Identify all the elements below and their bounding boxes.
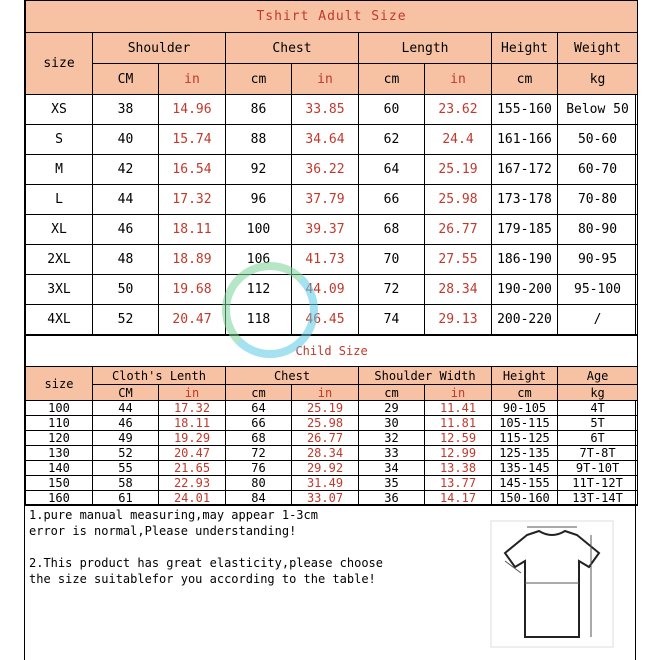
table-cell: 60-70 [558,155,638,185]
table-cell: 66 [226,416,292,431]
unit-header: CM [93,64,159,95]
table-cell: 44.09 [292,275,359,305]
table-cell: 34 [359,461,425,476]
column-header: Chest [226,367,359,385]
table-cell: 112 [226,275,292,305]
unit-header: CM [93,385,159,401]
table-cell: Below 50 [558,95,638,125]
table-cell: 61 [93,491,159,506]
note-2-line-2: the size suitablefor you according to the table! [29,572,376,586]
table-cell: 58 [93,476,159,491]
table-cell: 161-166 [492,125,558,155]
table-cell: 135-145 [492,461,558,476]
table-cell: 15.74 [159,125,226,155]
table-cell: 72 [359,275,425,305]
table-cell: 190-200 [492,275,558,305]
table-cell: 70 [359,245,425,275]
table-cell: / [558,305,638,335]
table-cell: 160 [26,491,93,506]
table-cell: 17.32 [159,401,226,416]
table-cell: 37.79 [292,185,359,215]
unit-header: in [425,385,492,401]
table-cell: 27.55 [425,245,492,275]
table-cell: 60 [359,95,425,125]
table-cell: 33 [359,446,425,461]
table-cell: 5T [558,416,638,431]
table-cell: 68 [226,431,292,446]
table-cell: 100 [226,215,292,245]
table-cell: 96 [226,185,292,215]
table-row [26,446,638,461]
column-header: Length [359,33,492,64]
table-row [26,215,638,245]
table-cell: 179-185 [492,215,558,245]
table-cell: 9T-10T [558,461,638,476]
table-cell: 19.68 [159,275,226,305]
table-cell: 31.49 [292,476,359,491]
table-cell: 25.98 [292,416,359,431]
table-cell: 167-172 [492,155,558,185]
table-cell: 11T-12T [558,476,638,491]
table-cell: 150 [26,476,93,491]
column-header: Height [492,33,558,64]
unit-header: cm [492,64,558,95]
table-cell: 6T [558,431,638,446]
table-cell: 145-155 [492,476,558,491]
column-header: Weight [558,33,638,64]
table-cell: 29 [359,401,425,416]
unit-header: cm [226,64,292,95]
table-cell: 68 [359,215,425,245]
table-cell: 95-100 [558,275,638,305]
table-cell: 17.32 [159,185,226,215]
table-cell: 19.29 [159,431,226,446]
table-cell: 40 [93,125,159,155]
table-cell: 125-135 [492,446,558,461]
table-cell: 23.62 [425,95,492,125]
table-cell: 32 [359,431,425,446]
table-cell: 26.77 [292,431,359,446]
table-cell: 55 [93,461,159,476]
table-cell: 100 [26,401,93,416]
tshirt-measure-icon [487,517,617,651]
table-cell: 44 [93,185,159,215]
unit-header: in [425,64,492,95]
table-row [26,155,638,185]
table-row [26,401,638,416]
table-cell: L [26,185,93,215]
table-cell: 24.01 [159,491,226,506]
unit-header: cm [359,64,425,95]
table-cell: 70-80 [558,185,638,215]
table-cell: 21.65 [159,461,226,476]
table-cell: 11.41 [425,401,492,416]
table-cell: 173-178 [492,185,558,215]
column-header: Shoulder [93,33,226,64]
table-cell: 110 [26,416,93,431]
table-cell: 4T [558,401,638,416]
unit-header: in [292,64,359,95]
table-cell: 64 [226,401,292,416]
table-cell: 28.34 [425,275,492,305]
table-cell: 46 [93,416,159,431]
table-cell: 18.89 [159,245,226,275]
table-cell: 155-160 [492,95,558,125]
table-cell: 13.77 [425,476,492,491]
unit-header: in [292,385,359,401]
table-cell: 13.38 [425,461,492,476]
column-header: Chest [226,33,359,64]
table-cell: 28.34 [292,446,359,461]
table-cell: 48 [93,245,159,275]
table-cell: 50 [93,275,159,305]
unit-header: cm [492,385,558,401]
table-cell: 7T-8T [558,446,638,461]
unit-header: in [159,385,226,401]
table-cell: 35 [359,476,425,491]
table-cell: 52 [93,446,159,461]
table-row [26,305,638,335]
table-cell: 120 [26,431,93,446]
size-column-header: size [26,33,93,95]
unit-header: in [159,64,226,95]
table-cell: 64 [359,155,425,185]
size-chart [24,0,636,660]
table-cell: 76 [226,461,292,476]
note-1-line-1: 1.pure manual measuring,may appear 1-3cm [29,508,318,522]
note-1-line-2: error is normal,Please understanding! [29,524,297,538]
table-cell: 80-90 [558,215,638,245]
table-cell: 115-125 [492,431,558,446]
table-cell: 44 [93,401,159,416]
table-row [26,275,638,305]
table-cell: 34.64 [292,125,359,155]
table-cell: 62 [359,125,425,155]
table-cell: XL [26,215,93,245]
table-cell: 42 [93,155,159,185]
table-cell: 30 [359,416,425,431]
column-header: Cloth's Lenth [93,367,226,385]
table-cell: 16.54 [159,155,226,185]
table-cell: 105-115 [492,416,558,431]
table-cell: 92 [226,155,292,185]
table-cell: 90-95 [558,245,638,275]
table-cell: 20.47 [159,305,226,335]
table-cell: 13T-14T [558,491,638,506]
unit-header: cm [359,385,425,401]
table-cell: 26.77 [425,215,492,245]
table-cell: 46.45 [292,305,359,335]
table-cell: 25.19 [425,155,492,185]
table-cell: 90-105 [492,401,558,416]
table-cell: 52 [93,305,159,335]
adult-size-table [25,0,638,335]
table-cell: 24.4 [425,125,492,155]
table-cell: 2XL [26,245,93,275]
table-cell: XS [26,95,93,125]
table-cell: 18.11 [159,215,226,245]
table-cell: 72 [226,446,292,461]
notes-section [25,504,637,660]
table-cell: 11.81 [425,416,492,431]
table-cell: 3XL [26,275,93,305]
table-cell: 4XL [26,305,93,335]
note-2-line-1: 2.This product has great elasticity,please choose [29,556,384,570]
table-cell: 74 [359,305,425,335]
table-cell: 46 [93,215,159,245]
table-cell: 12.99 [425,446,492,461]
unit-header: kg [558,64,638,95]
unit-header: kg [558,385,638,401]
table-cell: 39.37 [292,215,359,245]
table-cell: 25.98 [425,185,492,215]
child-size-table [25,335,638,506]
table-cell: 106 [226,245,292,275]
unit-header: cm [226,385,292,401]
table-cell: 84 [226,491,292,506]
table-row [26,476,638,491]
table-row [26,431,638,446]
child-table-title: Child Size [26,336,638,367]
table-cell: 14.17 [425,491,492,506]
table-cell: 33.85 [292,95,359,125]
table-row [26,461,638,476]
table-cell: 36 [359,491,425,506]
table-cell: 150-160 [492,491,558,506]
column-header: Shoulder Width [359,367,492,385]
table-cell: 86 [226,95,292,125]
column-header: Height [492,367,558,385]
table-cell: 50-60 [558,125,638,155]
table-cell: 49 [93,431,159,446]
table-cell: 33.07 [292,491,359,506]
table-row [26,125,638,155]
table-cell: 29.92 [292,461,359,476]
table-cell: M [26,155,93,185]
table-cell: 12.59 [425,431,492,446]
table-cell: 29.13 [425,305,492,335]
table-cell: 88 [226,125,292,155]
table-cell: 22.93 [159,476,226,491]
table-cell: S [26,125,93,155]
table-cell: 18.11 [159,416,226,431]
table-cell: 25.19 [292,401,359,416]
table-row [26,185,638,215]
table-row [26,245,638,275]
table-cell: 80 [226,476,292,491]
table-cell: 130 [26,446,93,461]
table-row [26,416,638,431]
table-cell: 140 [26,461,93,476]
column-header: Age [558,367,638,385]
table-cell: 36.22 [292,155,359,185]
table-cell: 38 [93,95,159,125]
adult-table-title: Tshirt Adult Size [26,1,638,33]
table-cell: 200-220 [492,305,558,335]
table-cell: 186-190 [492,245,558,275]
table-cell: 14.96 [159,95,226,125]
table-cell: 66 [359,185,425,215]
table-row [26,95,638,125]
table-cell: 20.47 [159,446,226,461]
table-cell: 41.73 [292,245,359,275]
size-column-header: size [26,367,93,401]
table-cell: 118 [226,305,292,335]
